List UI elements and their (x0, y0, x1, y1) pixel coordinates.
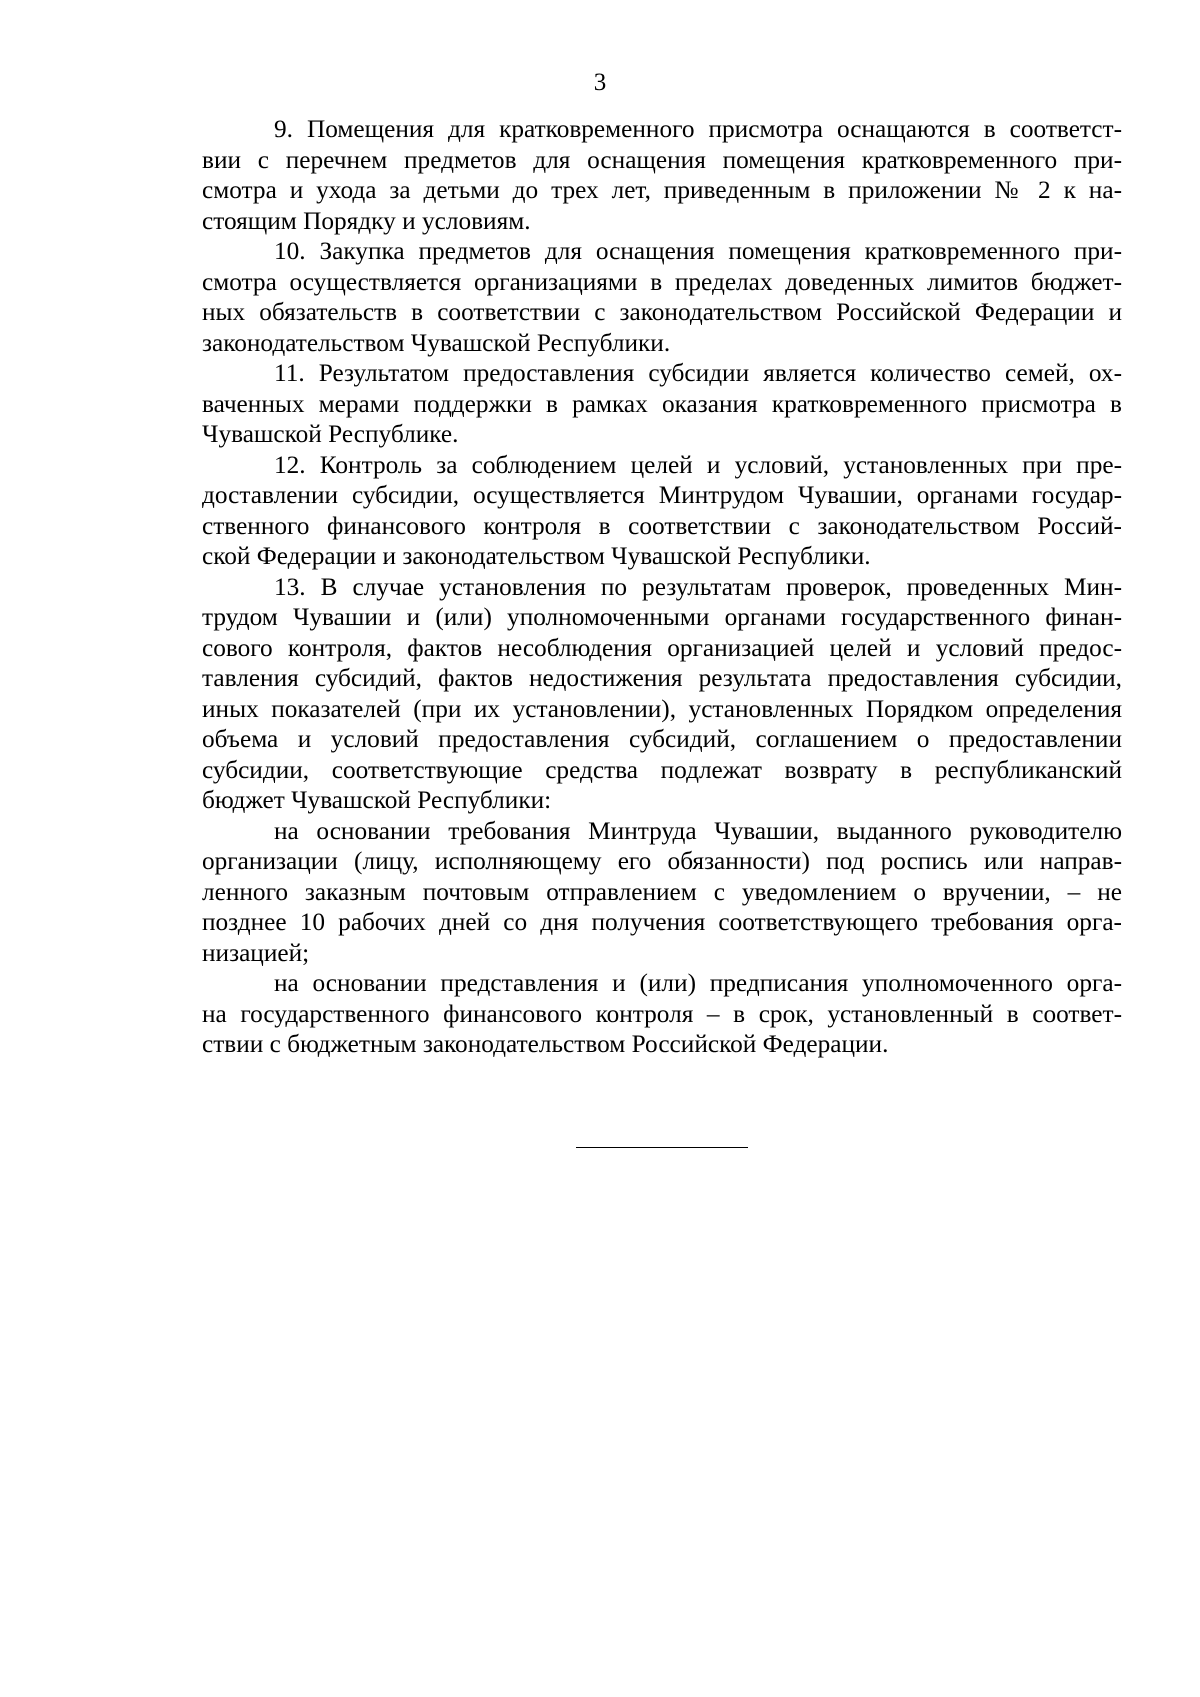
text-line: ных обязательств в соответствии с законодательством Российской Федерации и (202, 298, 1122, 326)
text-line: иных показателей (при их установлении), установленных Порядком определения (202, 694, 1122, 723)
paragraph (202, 236, 1122, 358)
paragraph (202, 114, 1122, 236)
end-of-text-rule (576, 1147, 748, 1148)
document-body (202, 114, 1122, 1060)
text-line: 12. Контроль за соблюдением целей и условий, установленных при пре- (274, 450, 1122, 479)
paragraph (202, 572, 1122, 816)
text-line: смотра и ухода за детьми до трех лет, приведенным в приложении № 2 к на- (202, 176, 1122, 204)
paragraph (202, 450, 1122, 572)
text-line: на государственного финансового контроля – в срок, установленный в соответ- (202, 999, 1122, 1028)
text-line: низацией; (202, 938, 310, 967)
paragraph (202, 816, 1122, 969)
text-line: сового контроля, фактов несоблюдения организацией целей и условий предос- (202, 633, 1122, 662)
text-line: ваченных мерами поддержки в рамках оказания кратковременного присмотра в (202, 389, 1122, 418)
text-line: ской Федерации и законодательством Чувашской Республики. (202, 542, 871, 570)
paragraph (202, 968, 1122, 1060)
text-line: ленного заказным почтовым отправлением с уведомлением о вручении, – не (202, 877, 1122, 906)
text-line: объема и условий предоставления субсидий, соглашением о предоставлении (202, 725, 1122, 753)
text-line: на основании представления и (или) предписания уполномоченного орга- (274, 969, 1122, 997)
text-line: 11. Результатом предоставления субсидии является количество семей, ох- (274, 359, 1122, 387)
text-line: вии с перечнем предметов для оснащения помещения кратковременного при- (202, 145, 1122, 174)
text-line: бюджет Чувашской Республики: (202, 786, 552, 814)
text-line: тавления субсидий, фактов недостижения результата предоставления субсидии, (202, 664, 1122, 692)
text-line: организации (лицу, исполняющему его обязанности) под роспись или направ- (202, 847, 1122, 875)
page-number: 3 (593, 69, 607, 96)
text-line: 13. В случае установления по результатам проверок, проведенных Мин- (274, 572, 1122, 601)
text-line: законодательством Чувашской Республики. (202, 328, 671, 357)
text-line: позднее 10 рабочих дней со дня получения соответствующего требования орга- (202, 908, 1122, 936)
text-line: трудом Чувашии и (или) уполномоченными органами государственного финан- (202, 603, 1122, 631)
text-line: доставлении субсидии, осуществляется Минтрудом Чувашии, органами государ- (202, 481, 1122, 509)
text-line: субсидии, соответствующие средства подлежат возврату в республиканский (202, 755, 1122, 784)
text-line: ственного финансового контроля в соответствии с законодательством Россий- (202, 511, 1122, 540)
text-line: стоящим Порядку и условиям. (202, 206, 531, 235)
text-line: смотра осуществляется организациями в пределах доведенных лимитов бюджет- (202, 267, 1122, 296)
paragraph (202, 358, 1122, 450)
text-line: Чувашской Республике. (202, 420, 459, 448)
text-line: на основании требования Минтруда Чувашии, выданного руководителю (274, 816, 1122, 845)
text-line: 10. Закупка предметов для оснащения помещения кратковременного при- (274, 237, 1122, 265)
text-line: 9. Помещения для кратковременного присмотра оснащаются в соответст- (274, 115, 1122, 143)
text-line: ствии с бюджетным законодательством Российской Федерации. (202, 1030, 889, 1058)
